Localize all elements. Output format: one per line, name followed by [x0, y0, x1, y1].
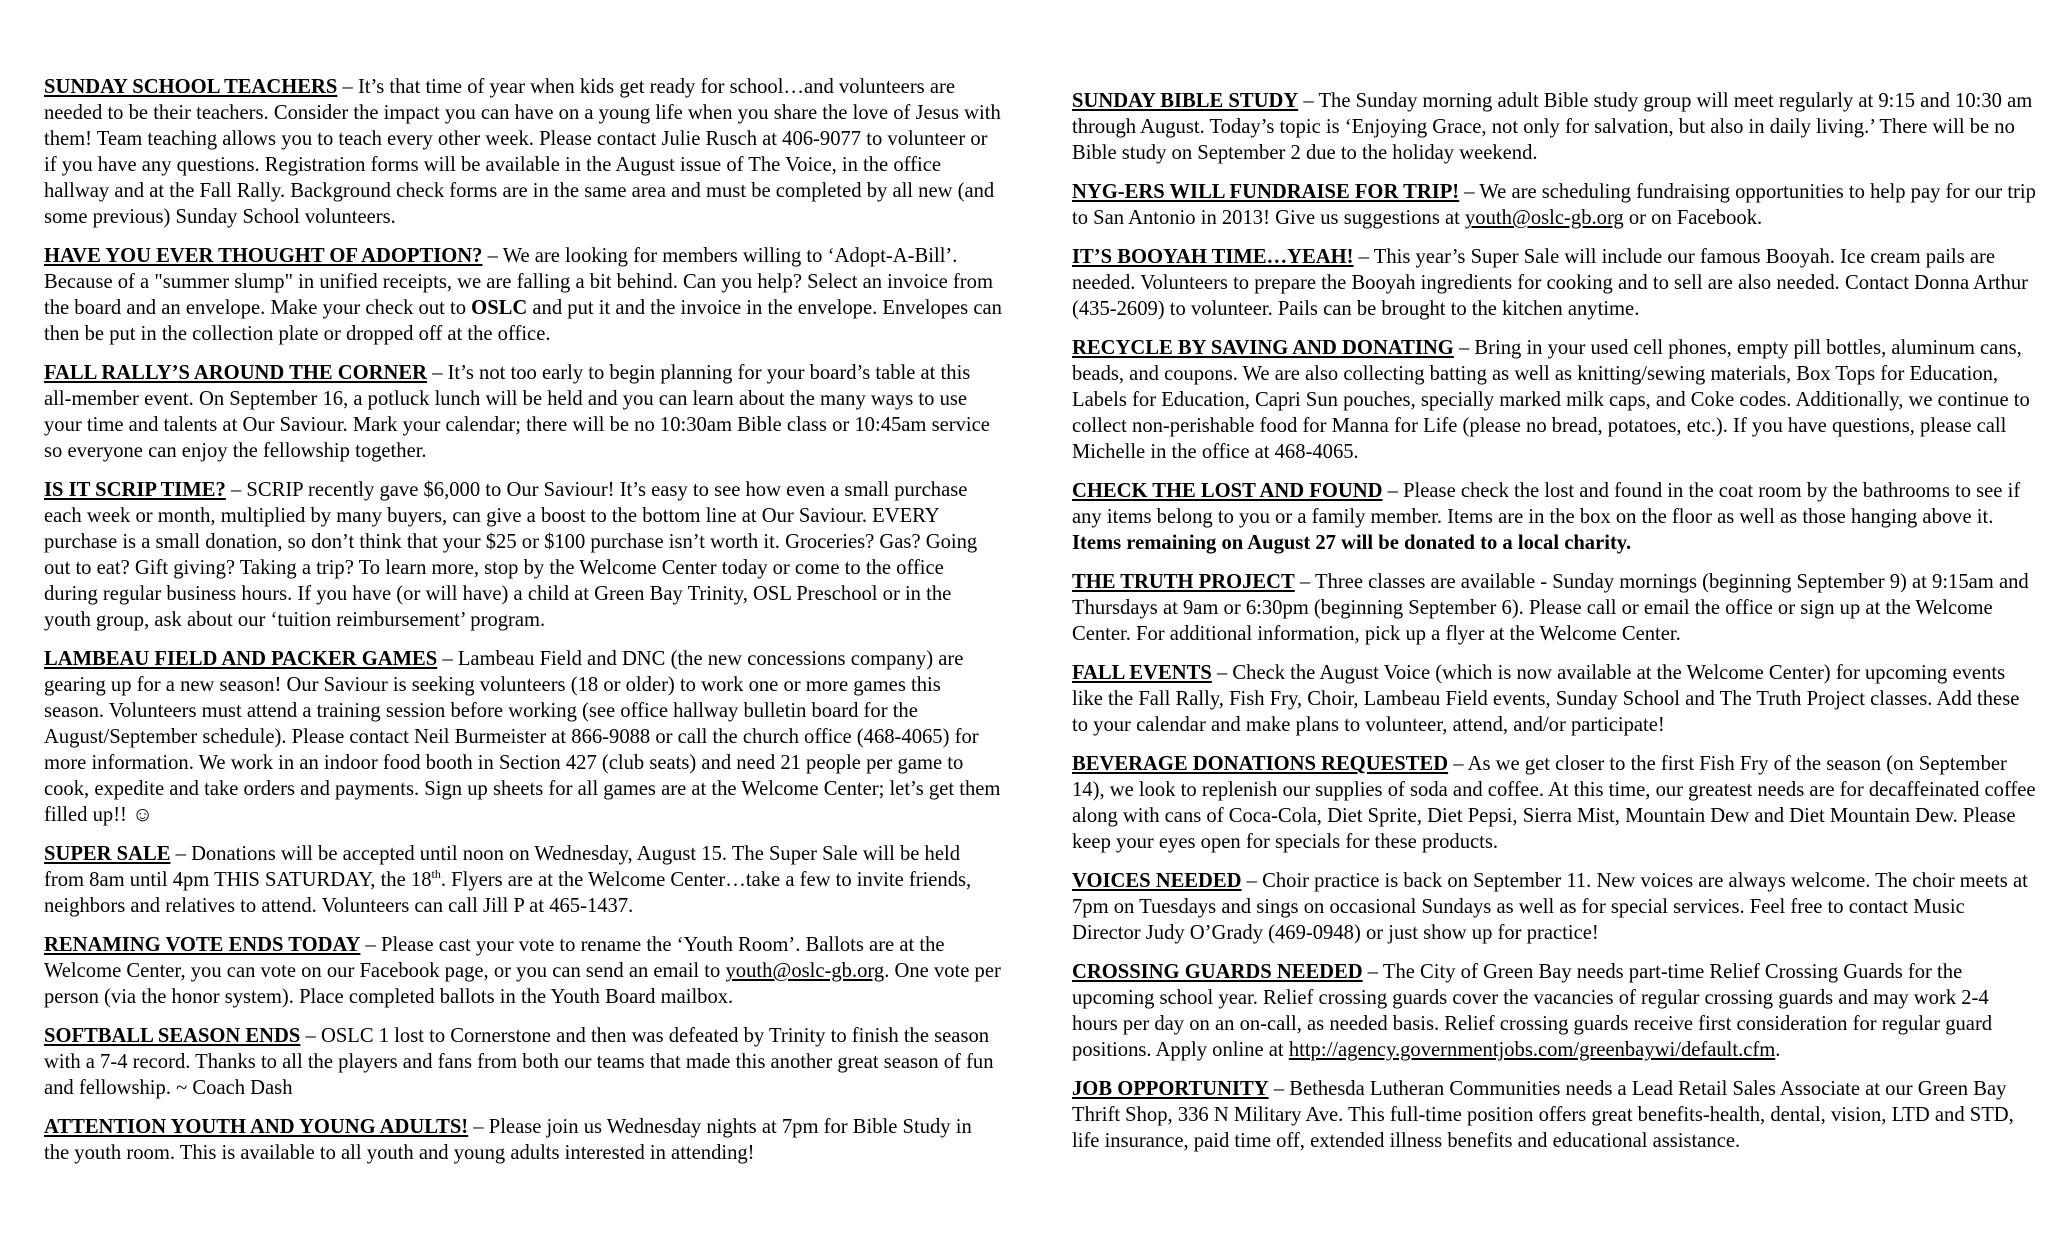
- announcement-heading: CHECK THE LOST AND FOUND: [1072, 480, 1383, 502]
- heading-separator: –: [468, 1116, 489, 1138]
- email-link[interactable]: youth@oslc-gb.org: [725, 960, 885, 982]
- announcement-heading: NYG-ERS WILL FUNDRAISE FOR TRIP!: [1072, 181, 1460, 203]
- announcement-heading: SOFTBALL SEASON ENDS: [44, 1025, 301, 1047]
- announcement-body: It’s not too early to begin planning for your board’s table at this all-member event. On September 16, a potluck lunch will be held and you can learn about the many ways to use your time and talents at Our Saviour. Mark your calendar; there will be no 10:30am Bible class or 10:45am service so everyone can enjoy the fellowship together.: [44, 362, 990, 462]
- announcement-body: We are looking for members willing to ‘Adopt-A-Bill’. Because of a "summer slump" in unified receipts, we are falling a bit behind. Can you help? Select an invoice from the board and an envelope. Make your check out to: [44, 245, 993, 319]
- announcement-body: Three classes are available - Sunday mornings (beginning September 9) at 9:15am and Thursdays at 9am or 6:30pm (beginning September 6). Please call or email the office or sign up at the Welcome Center. For additional information, pick up a flyer at the Welcome Center.: [1072, 571, 2029, 645]
- heading-separator: –: [1382, 480, 1404, 502]
- heading-separator: –: [1298, 90, 1319, 112]
- heading-separator: –: [1268, 1078, 1290, 1100]
- announcement-body: Bring in your used cell phones, empty pill bottles, aluminum cans, beads, and coupons. We are also collecting batting as well as knitting/sewing materials, Box Tops for Education, Labels for Education, Capri Sun pouches, specially marked milk caps, and Coke codes. Additionally, we continue to collect non-perishable food for Manna for Life (please no bread, potatoes, etc.). If you have questions, please call Michelle in the office at 468-4065.: [1072, 337, 2030, 463]
- announcement-adoption: [44, 243, 1002, 347]
- heading-separator: –: [437, 648, 458, 670]
- heading-separator: –: [360, 934, 381, 956]
- announcement-body: Donations will be accepted until noon on Wednesday, August 15. The Super Sale will be held from 8am until 4pm THIS SATURDAY, the 18: [44, 843, 961, 891]
- announcement-recycle: [1072, 335, 2038, 465]
- announcement-voices-needed: [1072, 868, 2038, 946]
- announcement-body: Choir practice is back on September 11. New voices are always welcome. The choir meets at 7pm on Tuesdays and sings on occasional Sundays as well as for special services. Feel free to contact Music Director Judy O’Grady (469-0948) or just show up for practice!: [1072, 870, 2028, 944]
- announcement-heading: THE TRUTH PROJECT: [1072, 571, 1295, 593]
- announcement-heading: SUNDAY BIBLE STUDY: [1072, 90, 1299, 112]
- url-link[interactable]: http://agency.governmentjobs.com/greenbaywi/default.cfm: [1288, 1039, 1776, 1061]
- announcement-fall-rally: [44, 360, 1002, 464]
- announcement-body: As we get closer to the first Fish Fry of the season (on September 14), we look to replenish our supplies of soda and coffee. At this time, our greatest needs are for decaffeinated coffee along with cans of Coca-Cola, Diet Sprite, Diet Pepsi, Sierra Mist, Mountain Dew and Diet Mountain Dew. Please keep your eyes open for specials for these products.: [1072, 753, 2036, 853]
- announcement-body: Please cast your vote to rename the ‘Youth Room’. Ballots are at the Welcome Center, you can vote on our Facebook page, or you can send an email to: [44, 934, 945, 982]
- announcement-body: The Sunday morning adult Bible study group will meet regularly at 9:15 and 10:30 am through August. Today’s topic is ‘Enjoying Grace, not only for salvation, but also in daily living.’ There will be no Bible study on September 2 due to the holiday weekend.: [1072, 90, 2033, 164]
- announcement-body-continued: . Flyers are at the Welcome Center…take a few to invite friends, neighbors and relatives to attend. Volunteers can call Jill P at 465-1437.: [44, 869, 972, 917]
- heading-separator: –: [426, 362, 448, 384]
- heading-separator: –: [1459, 181, 1480, 203]
- announcement-body: Check the August Voice (which is now available at the Welcome Center) for upcoming events like the Fall Rally, Fish Fry, Choir, Lambeau Field events, Sunday School and The Truth Project classes. Add these to your calendar and make plans to volunteer, attend, and/or participate!: [1072, 662, 2020, 736]
- announcement-heading: VOICES NEEDED: [1072, 870, 1242, 892]
- announcement-heading: RENAMING VOTE ENDS TODAY: [44, 934, 361, 956]
- heading-separator: –: [1294, 571, 1315, 593]
- heading-separator: –: [482, 245, 503, 267]
- heading-separator: –: [1241, 870, 1263, 892]
- announcement-body: Lambeau Field and DNC (the new concessions company) are gearing up for a new season! Our Saviour is seeking volunteers (18 or older) to work one or more games this season. Volunteers must attend a training session before working (see office hallway bulletin board for the August/September schedule). Please contact Neil Burmeister at 866-9088 or call the church office (468-4065) for more information. We work in an indoor food booth in Section 427 (club seats) and need 21 people per game to cook, expedite and take orders and payments. Sign up sheets for all games are at the Welcome Center; let’s get them filled up!! ☺: [44, 648, 1001, 826]
- announcement-nyg-ers: [1072, 179, 2038, 231]
- announcement-heading: CROSSING GUARDS NEEDED: [1072, 961, 1363, 983]
- announcement-heading: SUPER SALE: [44, 843, 171, 865]
- announcement-heading: SUNDAY SCHOOL TEACHERS: [44, 76, 338, 98]
- bold-text: OSLC: [471, 297, 528, 319]
- announcement-renaming-vote: [44, 932, 1002, 1010]
- announcement-heading: ATTENTION YOUTH AND YOUNG ADULTS!: [44, 1116, 469, 1138]
- announcement-body-continued: and put it and the invoice in the envelope. Envelopes can then be put in the collection plate or dropped off at the office.: [44, 297, 1002, 345]
- announcement-truth-project: [1072, 569, 2038, 647]
- announcement-fall-events: [1072, 660, 2038, 738]
- heading-separator: –: [1353, 246, 1374, 268]
- announcement-heading: FALL RALLY’S AROUND THE CORNER: [44, 362, 427, 384]
- announcement-body-continued: . One vote per person (via the honor system). Place completed ballots in the Youth Board mailbox.: [44, 960, 1001, 1008]
- announcement-heading: LAMBEAU FIELD AND PACKER GAMES: [44, 648, 438, 670]
- left-column: [44, 0, 1002, 1179]
- ordinal-superscript: th: [431, 867, 441, 882]
- announcement-sunday-bible-study: [1072, 88, 2038, 166]
- announcement-booyah: [1072, 244, 2038, 322]
- heading-separator: –: [225, 479, 247, 501]
- announcement-heading: IT’S BOOYAH TIME…YEAH!: [1072, 246, 1354, 268]
- announcement-sunday-school-teachers: [44, 74, 1002, 230]
- announcement-body: Please check the lost and found in the coat room by the bathrooms to see if any items belong to you or a family member. Items are in the box on the floor as well as those hanging above it.: [1072, 480, 2021, 528]
- announcement-heading: BEVERAGE DONATIONS REQUESTED: [1072, 753, 1449, 775]
- announcement-heading: RECYCLE BY SAVING AND DONATING: [1072, 337, 1454, 359]
- announcement-heading: JOB OPPORTUNITY: [1072, 1078, 1269, 1100]
- announcement-youth-young-adults: [44, 1114, 1002, 1166]
- announcement-super-sale: [44, 841, 1002, 919]
- email-link[interactable]: youth@oslc-gb.org: [1465, 207, 1624, 229]
- announcement-body: Please join us Wednesday nights at 7pm for Bible Study in the youth room. This is available to all youth and young adults interested in attending!: [44, 1116, 972, 1164]
- announcement-heading: HAVE YOU EVER THOUGHT OF ADOPTION?: [44, 245, 483, 267]
- announcement-body: This year’s Super Sale will include our famous Booyah. Ice cream pails are needed. Volunteers to prepare the Booyah ingredients for cooking and to sell are also needed. Contact Donna Arthur (435-2609) to volunteer. Pails can be brought to the kitchen anytime.: [1072, 246, 2028, 320]
- heading-separator: –: [1211, 662, 1233, 684]
- announcement-softball: [44, 1023, 1002, 1101]
- heading-separator: –: [337, 76, 358, 98]
- announcement-body: Bethesda Lutheran Communities needs a Lead Retail Sales Associate at our Green Bay Thrift Shop, 336 N Military Ave. This full-time position offers great benefits-health, dental, vision, LTD and STD, life insurance, paid time off, extended illness benefits and educational assistance.: [1072, 1078, 2014, 1152]
- heading-separator: –: [1362, 961, 1383, 983]
- announcement-body: It’s that time of year when kids get ready for school…and volunteers are needed to be their teachers. Consider the impact you can have on a young life when you share the love of Jesus with them! Team teaching allows you to teach every other week. Please contact Julie Rusch at 406-9077 to volunteer or if you have any questions. Registration forms will be available in the August issue of The Voice, in the office hallway and at the Fall Rally. Background check forms are in the same area and must be completed by all new (and some previous) Sunday School volunteers.: [44, 76, 1001, 228]
- announcement-job-opportunity: [1072, 1076, 2038, 1154]
- announcement-beverage-donations: [1072, 751, 2038, 855]
- announcement-crossing-guards: [1072, 959, 2038, 1063]
- announcement-body-continued: .: [1775, 1039, 1781, 1061]
- heading-separator: –: [1453, 337, 1475, 359]
- heading-separator: –: [1448, 753, 1468, 775]
- announcement-heading: FALL EVENTS: [1072, 662, 1212, 684]
- right-column: [1072, 0, 2038, 1167]
- announcement-scrip: [44, 477, 1002, 633]
- announcement-body: We are scheduling fundraising opportunities to help pay for our trip to San Antonio in 2013! Give us suggestions at: [1072, 181, 2036, 229]
- announcement-body: OSLC 1 lost to Cornerstone and then was defeated by Trinity to finish the season with a 7-4 record. Thanks to all the players and fans from both our teams that made this another great season of fun and fellowship. ~ Coach Dash: [44, 1025, 994, 1099]
- heading-separator: –: [300, 1025, 321, 1047]
- heading-separator: –: [170, 843, 192, 865]
- announcement-body: SCRIP recently gave $6,000 to Our Saviour! It’s easy to see how even a small purchase each week or month, multiplied by many buyers, can give a boost to the bottom line at Our Saviour. EVERY purchase is a small donation, so don’t think that your $25 or $100 purchase isn’t worth it. Groceries? Gas? Going out to eat? Gift giving? Taking a trip? To learn more, stop by the Welcome Center today or come to the office during regular business hours. If you have (or will have) a child at Green Bay Trinity, OSL Preschool or in the youth group, ask about our ‘tuition reimbursement’ program.: [44, 479, 978, 631]
- announcement-body: The City of Green Bay needs part-time Relief Crossing Guards for the upcoming school year. Relief crossing guards cover the vacancies of regular crossing guards and may work 2-4 hours per day on an on-call, as needed basis. Relief crossing guards receive first consideration for regular guard positions. Apply online at: [1072, 961, 1993, 1061]
- announcement-lambeau-field: [44, 646, 1002, 828]
- announcement-lost-and-found: [1072, 478, 2038, 556]
- announcement-heading: IS IT SCRIP TIME?: [44, 479, 226, 501]
- bold-text: Items remaining on August 27 will be donated to a local charity.: [1072, 532, 1632, 554]
- announcement-body-continued: or on Facebook.: [1623, 207, 1763, 229]
